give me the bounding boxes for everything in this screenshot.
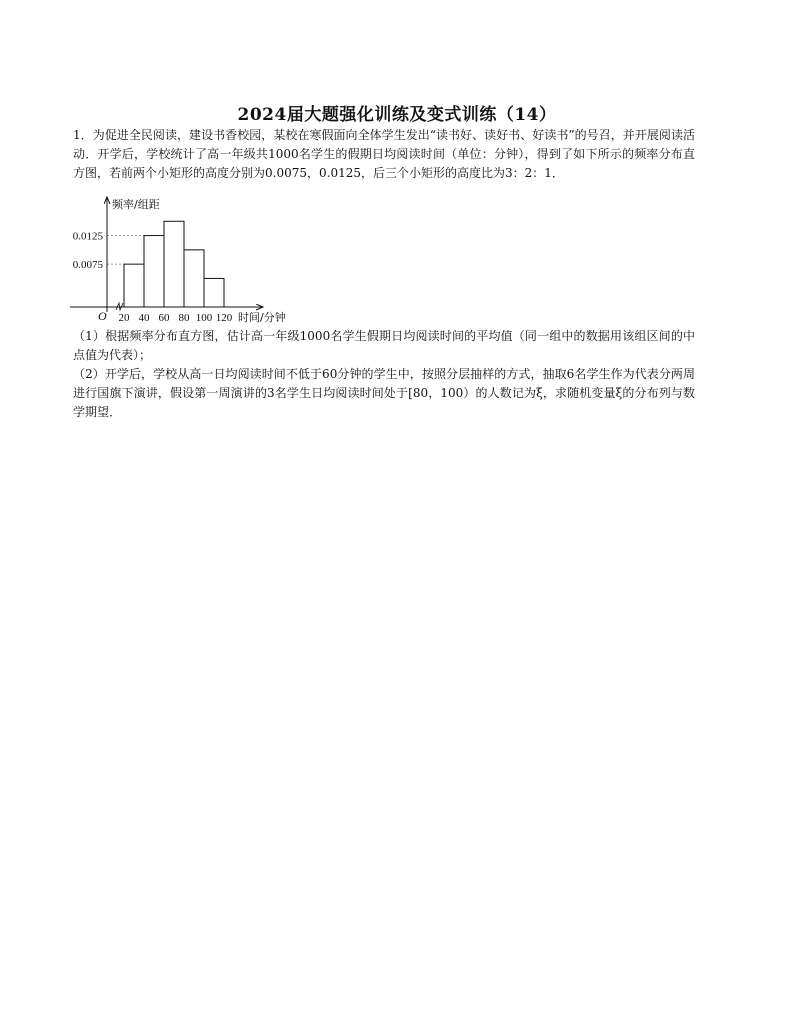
- x-tick-label: 120: [215, 312, 233, 324]
- x-tick-label: 100: [195, 312, 213, 324]
- x-tick-label: 40: [138, 312, 150, 324]
- question-intro: [73, 126, 695, 183]
- y-tick-label: 0.0075: [72, 259, 103, 272]
- x-axis-label: 时间/分钟: [238, 311, 286, 324]
- histogram-bar: [184, 250, 204, 307]
- x-tick-label: 80: [178, 312, 190, 324]
- origin-label: O: [98, 309, 107, 323]
- histogram-bar: [124, 264, 144, 307]
- reference-dashes: [107, 236, 144, 265]
- histogram-bar: [144, 236, 164, 307]
- question-number: 1．: [73, 128, 93, 142]
- x-tick-label: 60: [158, 312, 170, 324]
- y-axis-label: 频率/组距: [112, 198, 160, 211]
- histogram-bar: [204, 278, 224, 307]
- y-tick-label: 0.0125: [72, 230, 103, 243]
- histogram-bars: [124, 221, 224, 307]
- histogram-bar: [164, 221, 184, 307]
- y-tick-labels: [73, 231, 104, 272]
- frequency-histogram: [62, 192, 302, 326]
- x-tick-label: 20: [118, 312, 130, 324]
- x-tick-labels: [119, 312, 233, 324]
- question-intro-text: 为促进全民阅读，建设书香校园，某校在寒假面向全体学生发出“读书好、读好书、好读书”的号召，并开展阅读活动．开学后，学校统计了高一年级共1000名学生的假期日均阅读时间（单位：分钟），得到了如下所示的频率分布直方图，若前两个小矩形的高度分别为0.0075，0.0125，后三个小矩形的高度比为3：2：1．: [73, 128, 695, 180]
- question-part-2: （2）开学后，学校从高一日均阅读时间不低于60分钟的学生中，按照分层抽样的方式，抽取6名学生作为代表分两周进行国旗下演讲，假设第一周演讲的3名学生日均阅读时间处于[80，100）的人数记为ξ，求随机变量ξ的分布列与数学期望．: [73, 367, 695, 419]
- question-part-1: （1）根据频率分布直方图，估计高一年级1000名学生假期日均阅读时间的平均值（同一组中的数据用该组区间的中点值为代表）；: [73, 329, 695, 362]
- page-title: 2024届大题强化训练及变式训练（14）: [237, 105, 557, 125]
